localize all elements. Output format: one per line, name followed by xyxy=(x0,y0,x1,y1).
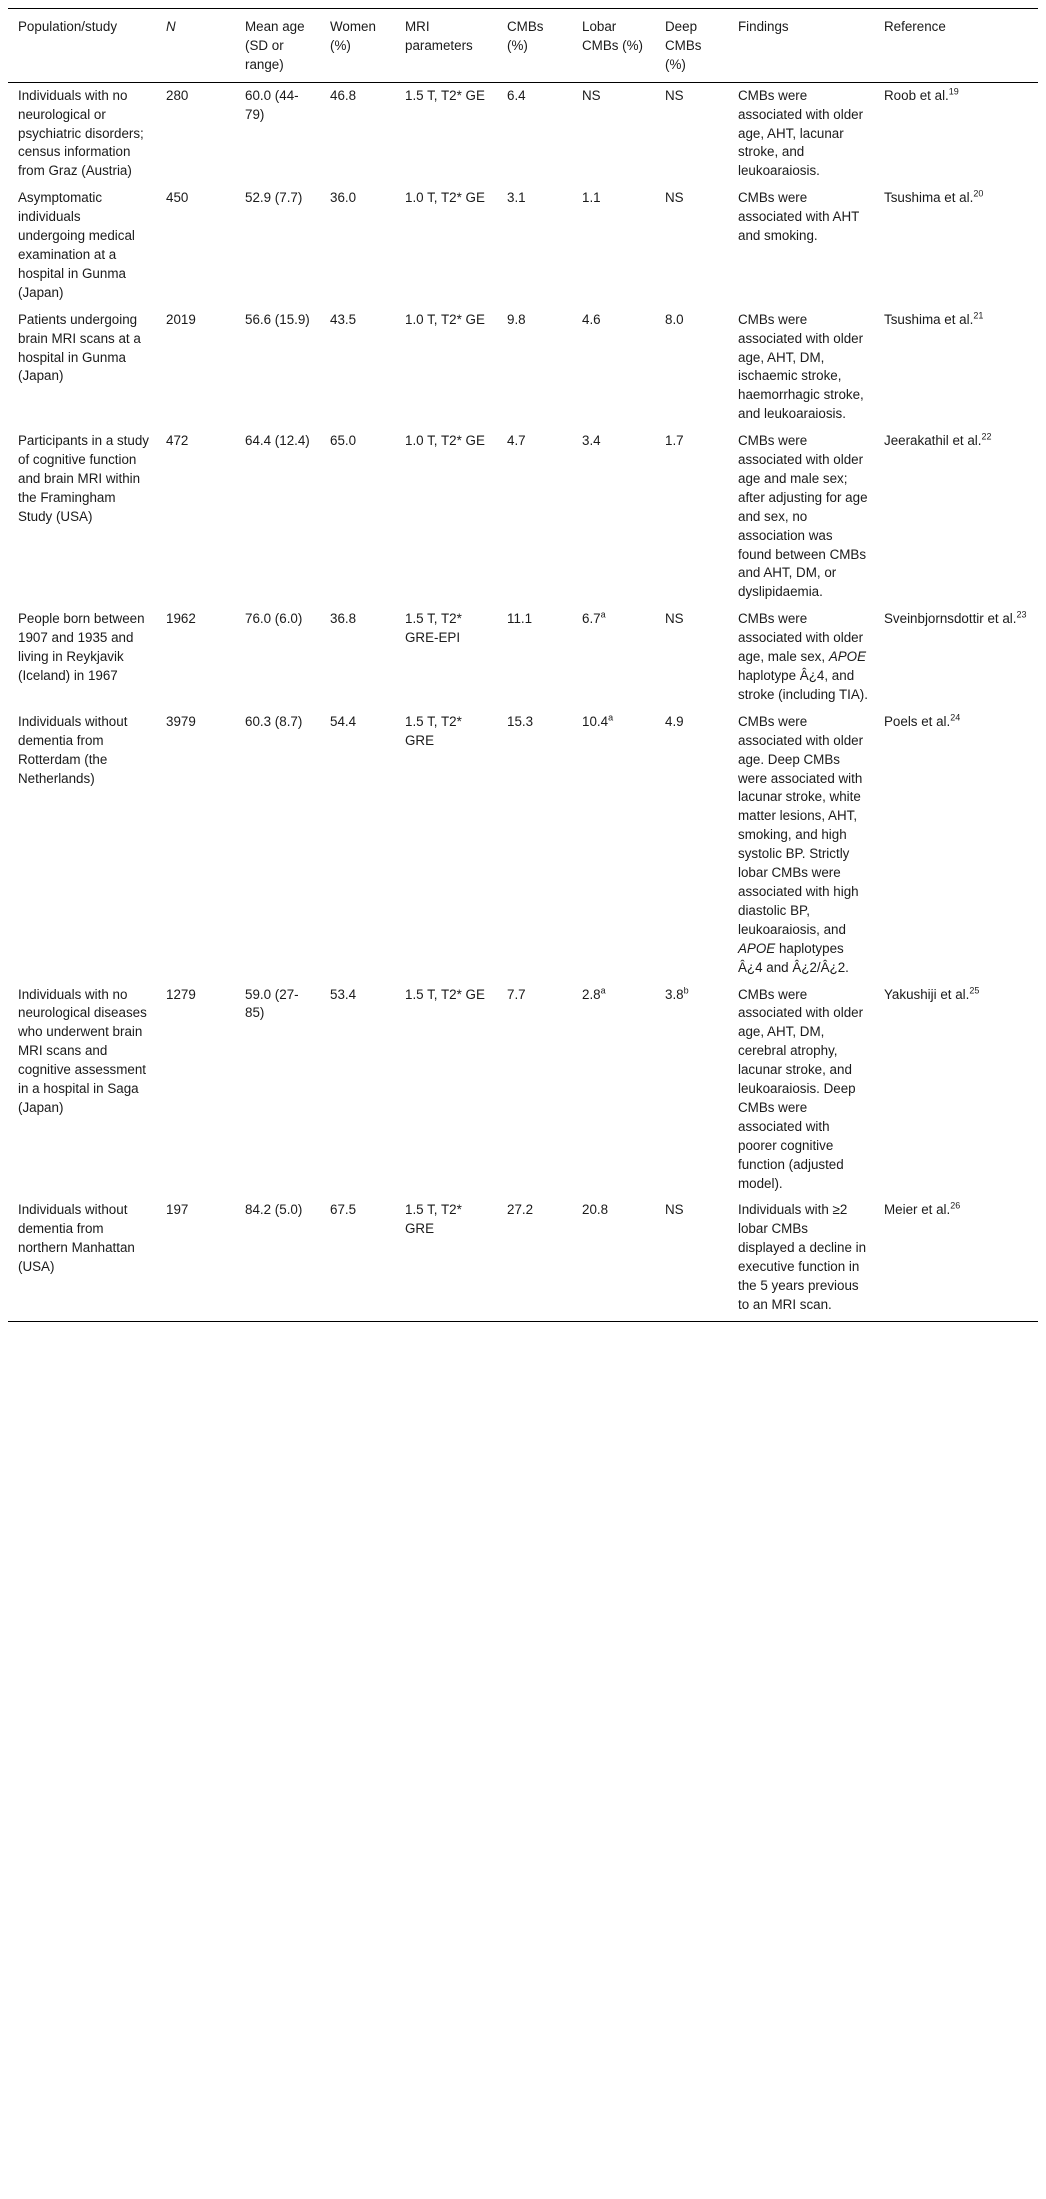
cell-findings xyxy=(728,606,874,709)
cell-population xyxy=(8,709,156,982)
reference-number: 22 xyxy=(981,431,992,442)
header-label: Deep CMBs (%) xyxy=(665,19,702,72)
women-value: 53.4 xyxy=(330,986,357,1002)
cell-deep xyxy=(655,709,728,982)
cell-deep xyxy=(655,82,728,185)
header-label: Women (%) xyxy=(330,19,376,53)
findings-text: CMBs were associated with older age, AHT, DM, ischaemic stroke, haemorrhagic stroke, and leukoaraiosis. xyxy=(738,311,864,422)
cmb-studies-table xyxy=(8,8,1038,1322)
cell-lobar xyxy=(572,185,655,306)
reference-number: 25 xyxy=(969,985,980,996)
lobar-value: NS xyxy=(582,87,601,103)
findings-text: CMBs were associated with older age and male sex; after adjusting for age and sex, no association was found between CMBs and AHT, DM, or dyslipidaemia. xyxy=(738,433,868,600)
findings-text: CMBs were associated with older age, AHT, lacunar stroke, and leukoaraiosis. xyxy=(738,87,864,179)
population-value: Patients undergoing brain MRI scans at a hospital in Gunma (Japan) xyxy=(18,311,141,384)
cell-women xyxy=(320,606,395,709)
cell-n xyxy=(156,185,235,306)
table-row xyxy=(8,307,1038,428)
population-value: Individuals with no neurological or psychiatric disorders; census information from Graz (Austria) xyxy=(18,87,144,179)
reference-number: 19 xyxy=(948,86,959,97)
reference-number: 20 xyxy=(973,188,984,199)
table-row xyxy=(8,185,1038,306)
cell-n xyxy=(156,606,235,709)
findings-text: Individuals with ≥2 lobar CMBs displayed a decline in executive function in the 5 years previous to an MRI scan. xyxy=(738,1202,867,1312)
cell-population xyxy=(8,82,156,185)
gene-name: APOE xyxy=(738,940,776,956)
cell-age xyxy=(235,606,320,709)
footnote-marker: a xyxy=(608,712,614,723)
deep-value: NS xyxy=(665,1202,684,1218)
table-header xyxy=(8,9,1038,83)
header-lobar-cmbs xyxy=(572,9,655,83)
ref-value: Tsushima et al. xyxy=(884,311,974,327)
cell-cmbs xyxy=(497,185,572,306)
cell-age xyxy=(235,1197,320,1321)
cell-cmbs xyxy=(497,307,572,428)
population-value: People born between 1907 and 1935 and living in Reykjavik (Iceland) in 1967 xyxy=(18,611,145,683)
cell-cmbs xyxy=(497,982,572,1198)
cell-population xyxy=(8,982,156,1198)
findings-text: haplotypes Â¿4 and Â¿2/Â¿2. xyxy=(738,940,849,975)
lobar-value: 1.1 xyxy=(582,190,601,206)
cell-n xyxy=(156,709,235,982)
mri-value: 1.0 T, T2* GE xyxy=(405,311,485,327)
reference-number: 23 xyxy=(1016,609,1027,620)
population-value: Participants in a study of cognitive function and brain MRI within the Framingham Study (USA) xyxy=(18,433,149,524)
cell-age xyxy=(235,709,320,982)
header-reference xyxy=(874,9,1038,83)
cell-lobar xyxy=(572,709,655,982)
women-value: 43.5 xyxy=(330,311,357,327)
cell-findings xyxy=(728,982,874,1198)
mri-value: 1.5 T, T2* GRE-EPI xyxy=(405,611,462,646)
header-mean-age xyxy=(235,9,320,83)
cell-lobar xyxy=(572,428,655,606)
cell-deep xyxy=(655,1197,728,1321)
mri-value: 1.5 T, T2* GRE xyxy=(405,713,462,748)
header-n xyxy=(156,9,235,83)
age-value: 84.2 (5.0) xyxy=(245,1202,303,1218)
cell-ref xyxy=(874,185,1038,306)
reference-number: 21 xyxy=(973,310,984,321)
n-value: 197 xyxy=(166,1202,189,1218)
header-label: Population/study xyxy=(18,19,118,34)
n-value: 450 xyxy=(166,190,189,206)
table-container xyxy=(8,8,1038,1322)
mri-value: 1.0 T, T2* GE xyxy=(405,433,485,449)
mri-value: 1.5 T, T2* GE xyxy=(405,87,485,103)
cell-population xyxy=(8,185,156,306)
cell-cmbs xyxy=(497,1197,572,1321)
ref-value: Sveinbjornsdottir et al. xyxy=(884,611,1017,627)
population-value: Individuals without dementia from Rotterdam (the Netherlands) xyxy=(18,713,128,786)
age-value: 64.4 (12.4) xyxy=(245,433,310,449)
cell-findings xyxy=(728,709,874,982)
ref-value: Tsushima et al. xyxy=(884,190,974,206)
cell-mri xyxy=(395,82,497,185)
reference-number: 24 xyxy=(950,712,961,723)
cmbs-value: 11.1 xyxy=(507,611,533,627)
cell-lobar xyxy=(572,982,655,1198)
lobar-value: 2.8 xyxy=(582,986,601,1002)
cell-deep xyxy=(655,982,728,1198)
cmbs-value: 4.7 xyxy=(507,433,526,449)
cmbs-value: 9.8 xyxy=(507,311,526,327)
header-label: Mean age (SD or range) xyxy=(245,19,305,72)
deep-value: 3.8 xyxy=(665,986,684,1002)
cmbs-value: 3.1 xyxy=(507,190,526,206)
cell-age xyxy=(235,82,320,185)
cmbs-value: 27.2 xyxy=(507,1202,534,1218)
deep-value: NS xyxy=(665,87,684,103)
age-value: 76.0 (6.0) xyxy=(245,611,303,627)
cell-cmbs xyxy=(497,709,572,982)
deep-value: NS xyxy=(665,611,684,627)
table-row xyxy=(8,82,1038,185)
women-value: 36.8 xyxy=(330,611,357,627)
cmbs-value: 15.3 xyxy=(507,713,534,729)
header-row xyxy=(8,9,1038,83)
lobar-value: 4.6 xyxy=(582,311,601,327)
n-value: 280 xyxy=(166,87,189,103)
cell-n xyxy=(156,82,235,185)
cell-ref xyxy=(874,709,1038,982)
reference-number: 26 xyxy=(950,1201,961,1211)
cell-findings xyxy=(728,428,874,606)
age-value: 56.6 (15.9) xyxy=(245,311,310,327)
lobar-value: 20.8 xyxy=(582,1202,609,1218)
cell-age xyxy=(235,307,320,428)
women-value: 46.8 xyxy=(330,87,357,103)
cell-age xyxy=(235,428,320,606)
cell-population xyxy=(8,1197,156,1321)
ref-value: Meier et al. xyxy=(884,1202,951,1218)
n-value: 1279 xyxy=(166,986,196,1002)
cell-deep xyxy=(655,307,728,428)
cell-n xyxy=(156,428,235,606)
deep-value: 8.0 xyxy=(665,311,684,327)
lobar-value: 6.7 xyxy=(582,611,601,627)
cell-findings xyxy=(728,1197,874,1321)
cell-ref xyxy=(874,982,1038,1198)
ref-value: Jeerakathil et al. xyxy=(884,433,982,449)
findings-text: CMBs were associated with AHT and smoking. xyxy=(738,190,860,244)
deep-value: 1.7 xyxy=(665,433,684,449)
n-value: 2019 xyxy=(166,311,196,327)
cell-findings xyxy=(728,307,874,428)
header-label: MRI parameters xyxy=(405,19,473,53)
cell-mri xyxy=(395,606,497,709)
cell-cmbs xyxy=(497,428,572,606)
cell-mri xyxy=(395,428,497,606)
cell-women xyxy=(320,982,395,1198)
cell-age xyxy=(235,185,320,306)
table-row xyxy=(8,606,1038,709)
age-value: 59.0 (27-85) xyxy=(245,986,299,1021)
lobar-value: 10.4 xyxy=(582,713,609,729)
population-value: Asymptomatic individuals undergoing medical examination at a hospital in Gunma (Japan) xyxy=(18,190,135,300)
cell-lobar xyxy=(572,1197,655,1321)
deep-value: NS xyxy=(665,190,684,206)
ref-value: Yakushiji et al. xyxy=(884,986,970,1002)
header-findings xyxy=(728,9,874,83)
women-value: 67.5 xyxy=(330,1202,357,1218)
women-value: 54.4 xyxy=(330,713,357,729)
cell-n xyxy=(156,982,235,1198)
header-label: N xyxy=(166,19,176,34)
table-row xyxy=(8,428,1038,606)
cell-mri xyxy=(395,709,497,982)
cell-women xyxy=(320,307,395,428)
cell-ref xyxy=(874,82,1038,185)
findings-text: CMBs were associated with older age. Deep CMBs were associated with lacunar stroke, white matter lesions, AHT, smoking, and high systolic BP. Strictly lobar CMBs were associated with high diastolic BP, leukoaraiosis, and xyxy=(738,713,864,937)
footnote-marker: a xyxy=(600,985,606,996)
table-body xyxy=(8,82,1038,1321)
findings-text: CMBs were associated with older age, AHT, DM, cerebral atrophy, lacunar stroke, and leukoaraiosis. Deep CMBs were associated with poorer cognitive function (adjusted model). xyxy=(738,986,864,1191)
header-deep-cmbs xyxy=(655,9,728,83)
cell-deep xyxy=(655,428,728,606)
findings-text: haplotype Â¿4, and stroke (including TIA). xyxy=(738,668,868,702)
mri-value: 1.5 T, T2* GE xyxy=(405,986,485,1002)
header-mri-parameters xyxy=(395,9,497,83)
header-label: Lobar CMBs (%) xyxy=(582,19,643,53)
mri-value: 1.5 T, T2* GRE xyxy=(405,1202,462,1237)
cell-cmbs xyxy=(497,82,572,185)
cell-deep xyxy=(655,185,728,306)
cell-age xyxy=(235,982,320,1198)
ref-value: Poels et al. xyxy=(884,713,951,729)
cell-mri xyxy=(395,1197,497,1321)
gene-name: APOE xyxy=(828,649,867,665)
header-women xyxy=(320,9,395,83)
deep-value: 4.9 xyxy=(665,713,684,729)
age-value: 52.9 (7.7) xyxy=(245,190,303,206)
cell-women xyxy=(320,185,395,306)
cell-lobar xyxy=(572,307,655,428)
population-value: Individuals with no neurological diseases who underwent brain MRI scans and cognitive assessment in a hospital in Saga (Japan) xyxy=(18,986,147,1115)
table-row xyxy=(8,709,1038,982)
cell-mri xyxy=(395,185,497,306)
n-value: 472 xyxy=(166,433,189,449)
findings-text: CMBs were associated with older age, male sex, xyxy=(738,611,864,665)
cell-ref xyxy=(874,307,1038,428)
cell-mri xyxy=(395,307,497,428)
cell-ref xyxy=(874,606,1038,709)
header-label: CMBs (%) xyxy=(507,19,544,53)
cell-lobar xyxy=(572,606,655,709)
cell-deep xyxy=(655,606,728,709)
cell-findings xyxy=(728,82,874,185)
mri-value: 1.0 T, T2* GE xyxy=(405,190,485,206)
cell-cmbs xyxy=(497,606,572,709)
cell-population xyxy=(8,428,156,606)
cell-women xyxy=(320,428,395,606)
age-value: 60.0 (44-79) xyxy=(245,87,299,122)
n-value: 3979 xyxy=(166,713,196,729)
cell-women xyxy=(320,1197,395,1321)
table-row xyxy=(8,1197,1038,1321)
cell-women xyxy=(320,709,395,982)
cell-n xyxy=(156,307,235,428)
header-label: Findings xyxy=(738,19,789,34)
age-value: 60.3 (8.7) xyxy=(245,713,303,729)
women-value: 65.0 xyxy=(330,433,357,449)
footnote-marker: b xyxy=(683,985,689,996)
header-label: Reference xyxy=(884,19,946,34)
cell-population xyxy=(8,307,156,428)
cell-ref xyxy=(874,1197,1038,1321)
cmbs-value: 7.7 xyxy=(507,986,526,1002)
cell-findings xyxy=(728,185,874,306)
cell-women xyxy=(320,82,395,185)
cell-ref xyxy=(874,428,1038,606)
cell-mri xyxy=(395,982,497,1198)
cell-population xyxy=(8,606,156,709)
header-cmbs xyxy=(497,9,572,83)
n-value: 1962 xyxy=(166,611,196,627)
table-row xyxy=(8,982,1038,1198)
lobar-value: 3.4 xyxy=(582,433,601,449)
header-population xyxy=(8,9,156,83)
cell-lobar xyxy=(572,82,655,185)
cell-n xyxy=(156,1197,235,1321)
ref-value: Roob et al. xyxy=(884,87,949,103)
footnote-marker: a xyxy=(600,609,606,620)
women-value: 36.0 xyxy=(330,190,357,206)
cmbs-value: 6.4 xyxy=(507,87,526,103)
population-value: Individuals without dementia from northern Manhattan (USA) xyxy=(18,1202,135,1275)
